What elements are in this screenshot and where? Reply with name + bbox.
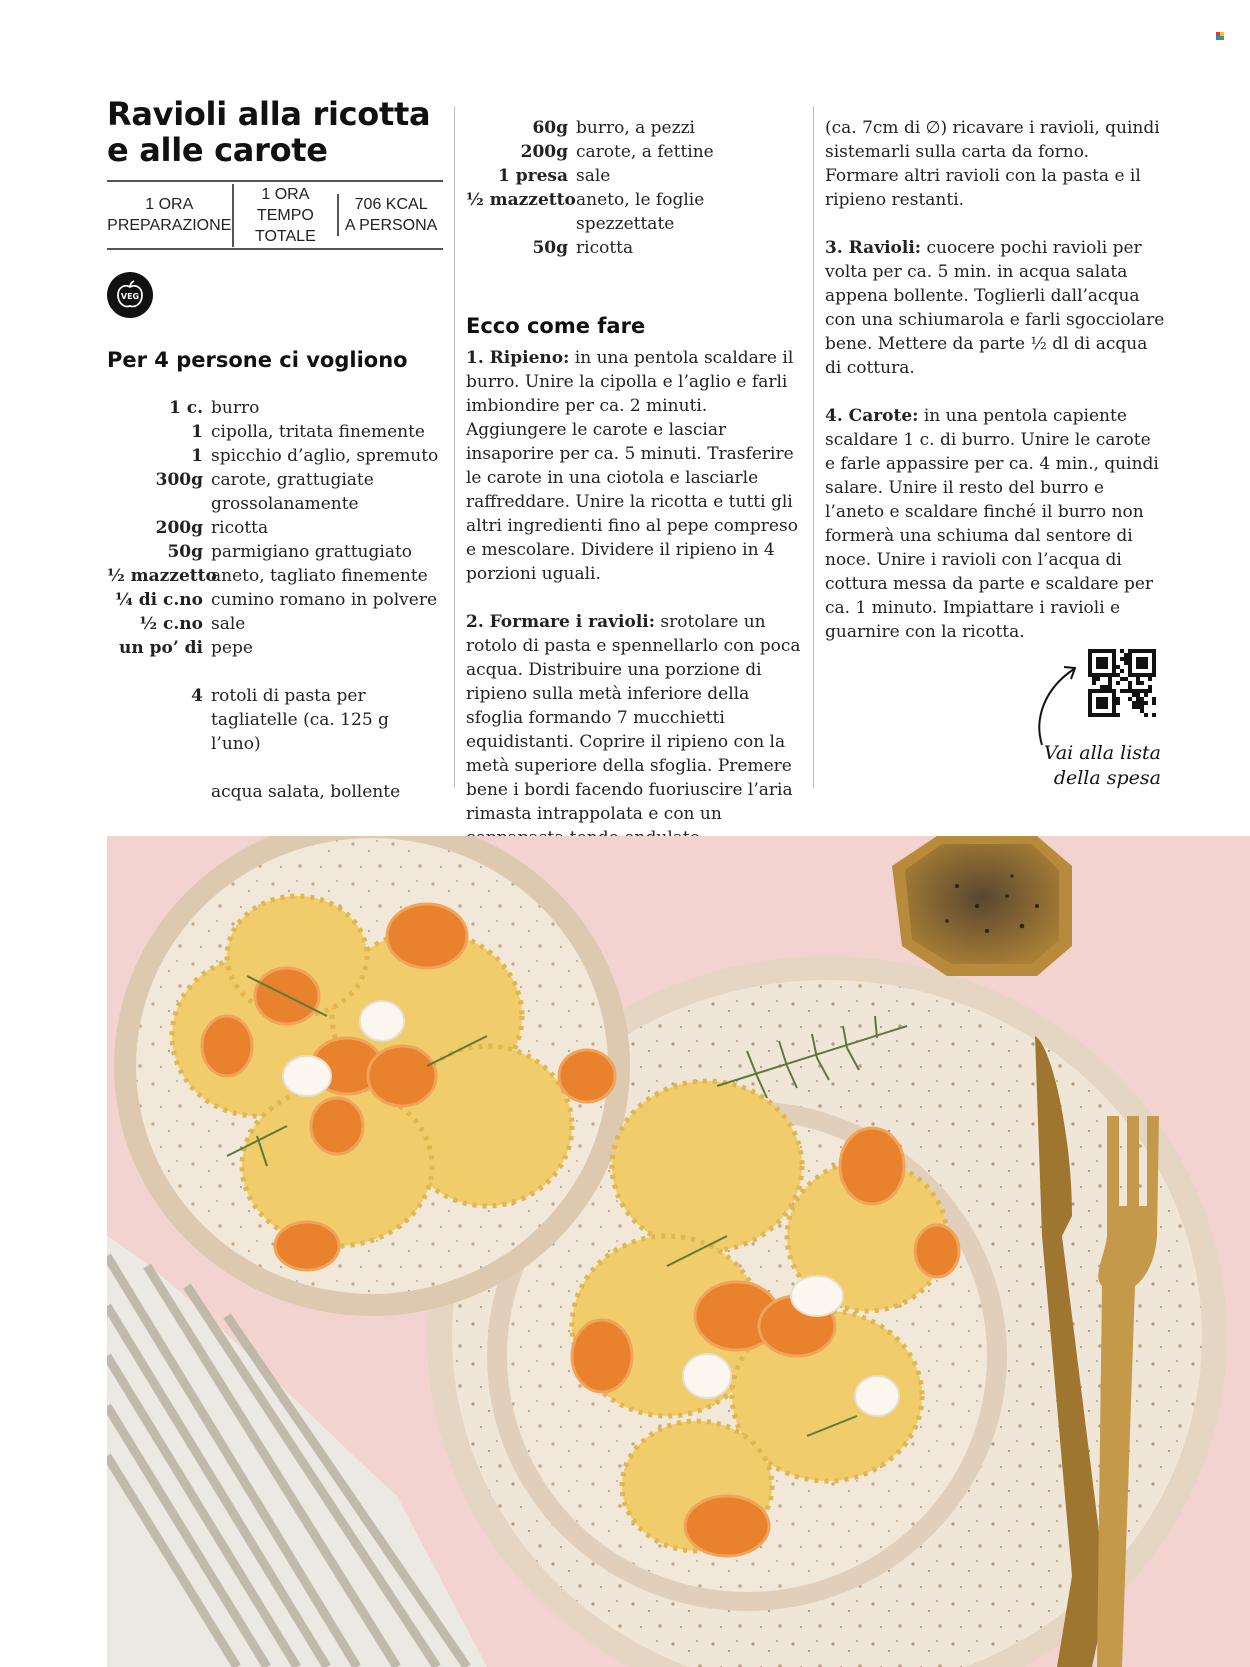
step-carrots: 4. Carote: in una pentola capiente scaldare 1 c. di burro. Unire le carote e farle appassire per ca. 4 min., quindi salare. Unire il resto del burro e l’aneto e scaldare finché il burro non formerà una schiuma dal sentore di noce. Unire i ravioli con l’acqua di cottura messa da parte e scaldare per ca. 1 minuto. Impiattare i ravioli e guarnire con la ricotta. xyxy=(825,406,1159,642)
ingredient-row: 4 rotoli di pasta per tagliatelle (ca. 125 g l’uno) xyxy=(191,686,389,754)
ingredient-row: 1 c. burro xyxy=(168,398,260,418)
method-column-continued xyxy=(825,96,1165,644)
veg-apple-icon xyxy=(113,278,147,312)
veg-badge xyxy=(107,272,153,318)
method-heading: Ecco come fare xyxy=(466,314,646,338)
step-form-ravioli: 2. Formare i ravioli: srotolare un rotolo di pasta e spennellarlo con poca acqua. Distribuire una porzione di ripieno sulla metà inferiore della sfoglia formando 7 mucchietti equidistanti. Coprire il ripieno con la metà superiore della sfoglia. Premere bene i bordi facendo fuoriuscire l’aria rimasta intrappolata e con un xyxy=(466,612,801,824)
shopping-list-link[interactable] xyxy=(1030,645,1165,795)
logo-mark xyxy=(1216,32,1224,40)
ingredient-row: 1 presa sale xyxy=(498,166,611,186)
method-column xyxy=(466,96,806,850)
ingredient-row: 1 spicchio d’aglio, spremuto xyxy=(191,446,439,466)
column-divider xyxy=(813,106,814,788)
topping-ingredients-list xyxy=(466,116,806,260)
ingredient-row: ¼ di c.no cumino romano in polvere xyxy=(115,590,438,610)
qr-code[interactable] xyxy=(1088,649,1156,717)
spice-bowl xyxy=(892,836,1072,976)
ingredients-heading: Per 4 persone ci vogliono xyxy=(107,348,408,372)
step-form-ravioli-continued: (ca. 7cm di ∅) ricavare i ravioli, quindi sistemarli sulla carta da forno. Formare altri ravioli con la pasta e il ripieno restanti. xyxy=(825,118,1160,210)
ingredient-row: 1 cipolla, tritata finemente xyxy=(191,422,425,442)
ingredient-row: 200g carote, a fettine xyxy=(520,142,714,162)
ingredient-row: un po’ di pepe xyxy=(118,638,253,658)
method-steps xyxy=(466,346,806,850)
ingredients-list xyxy=(107,396,443,804)
ingredient-row: ½ mazzetto aneto, le foglie spezzettate xyxy=(466,190,705,234)
ingredient-row: 60g burro, a pezzi xyxy=(532,118,695,138)
ingredient-row: ½ mazzetto aneto, tagliato finemente xyxy=(107,566,428,586)
ravioli-photo-illustration xyxy=(107,836,1250,1667)
shopping-list-label[interactable]: Vai alla lista della spesa xyxy=(1043,742,1161,789)
recipe-title: Ravioli alla ricotta e alle carote xyxy=(107,95,431,169)
recipe-header-column xyxy=(107,96,443,804)
step-cook-ravioli: 3. Ravioli: cuocere pochi ravioli per volta per ca. 5 min. in acqua salata appena bollente. Toglierli dall’acqua con una schiumarola e farli sgocciolare bene. Mettere da parte ½ dl di acqua di cottura. xyxy=(825,238,1165,378)
ingredient-row: acqua salata, bollente xyxy=(211,782,401,802)
ingredient-row: 300g carote, grattugiate grossolanamente xyxy=(155,470,374,514)
ingredient-row: 50g parmigiano grattugiato xyxy=(167,542,413,562)
step-filling: 1. Ripieno: in una pentola scaldare il burro. Unire la cipolla e l’aglio e farli imbiondire per ca. 2 minuti. Aggiungere le carote e lasciar insaporire per ca. 5 minuti. Trasferire le carote in una ciotola e lasciarle raffreddare. Unire la ricotta e tutti gli altri ingredienti fino al pepe compreso e mescolare. Dividere il ripieno in 4 porzioni uguali. xyxy=(466,348,798,584)
ingredient-row: 200g ricotta xyxy=(155,518,269,538)
method-steps-continued xyxy=(825,116,1165,644)
stat-calories: 706 KCAL A PERSONA xyxy=(337,194,443,236)
recipe-stats xyxy=(107,180,443,250)
stat-total-time: 1 ORA TEMPO TOTALE xyxy=(232,184,338,247)
dish-photo xyxy=(107,836,1250,1667)
curved-arrow-icon xyxy=(1030,659,1090,749)
stat-prep-time: 1 ORA PREPARAZIONE xyxy=(107,196,232,234)
svg-text:VEG: VEG xyxy=(120,292,140,301)
ingredient-row: ½ c.no sale xyxy=(139,614,246,634)
ingredient-row: 50g ricotta xyxy=(532,238,634,258)
column-divider xyxy=(454,106,455,788)
